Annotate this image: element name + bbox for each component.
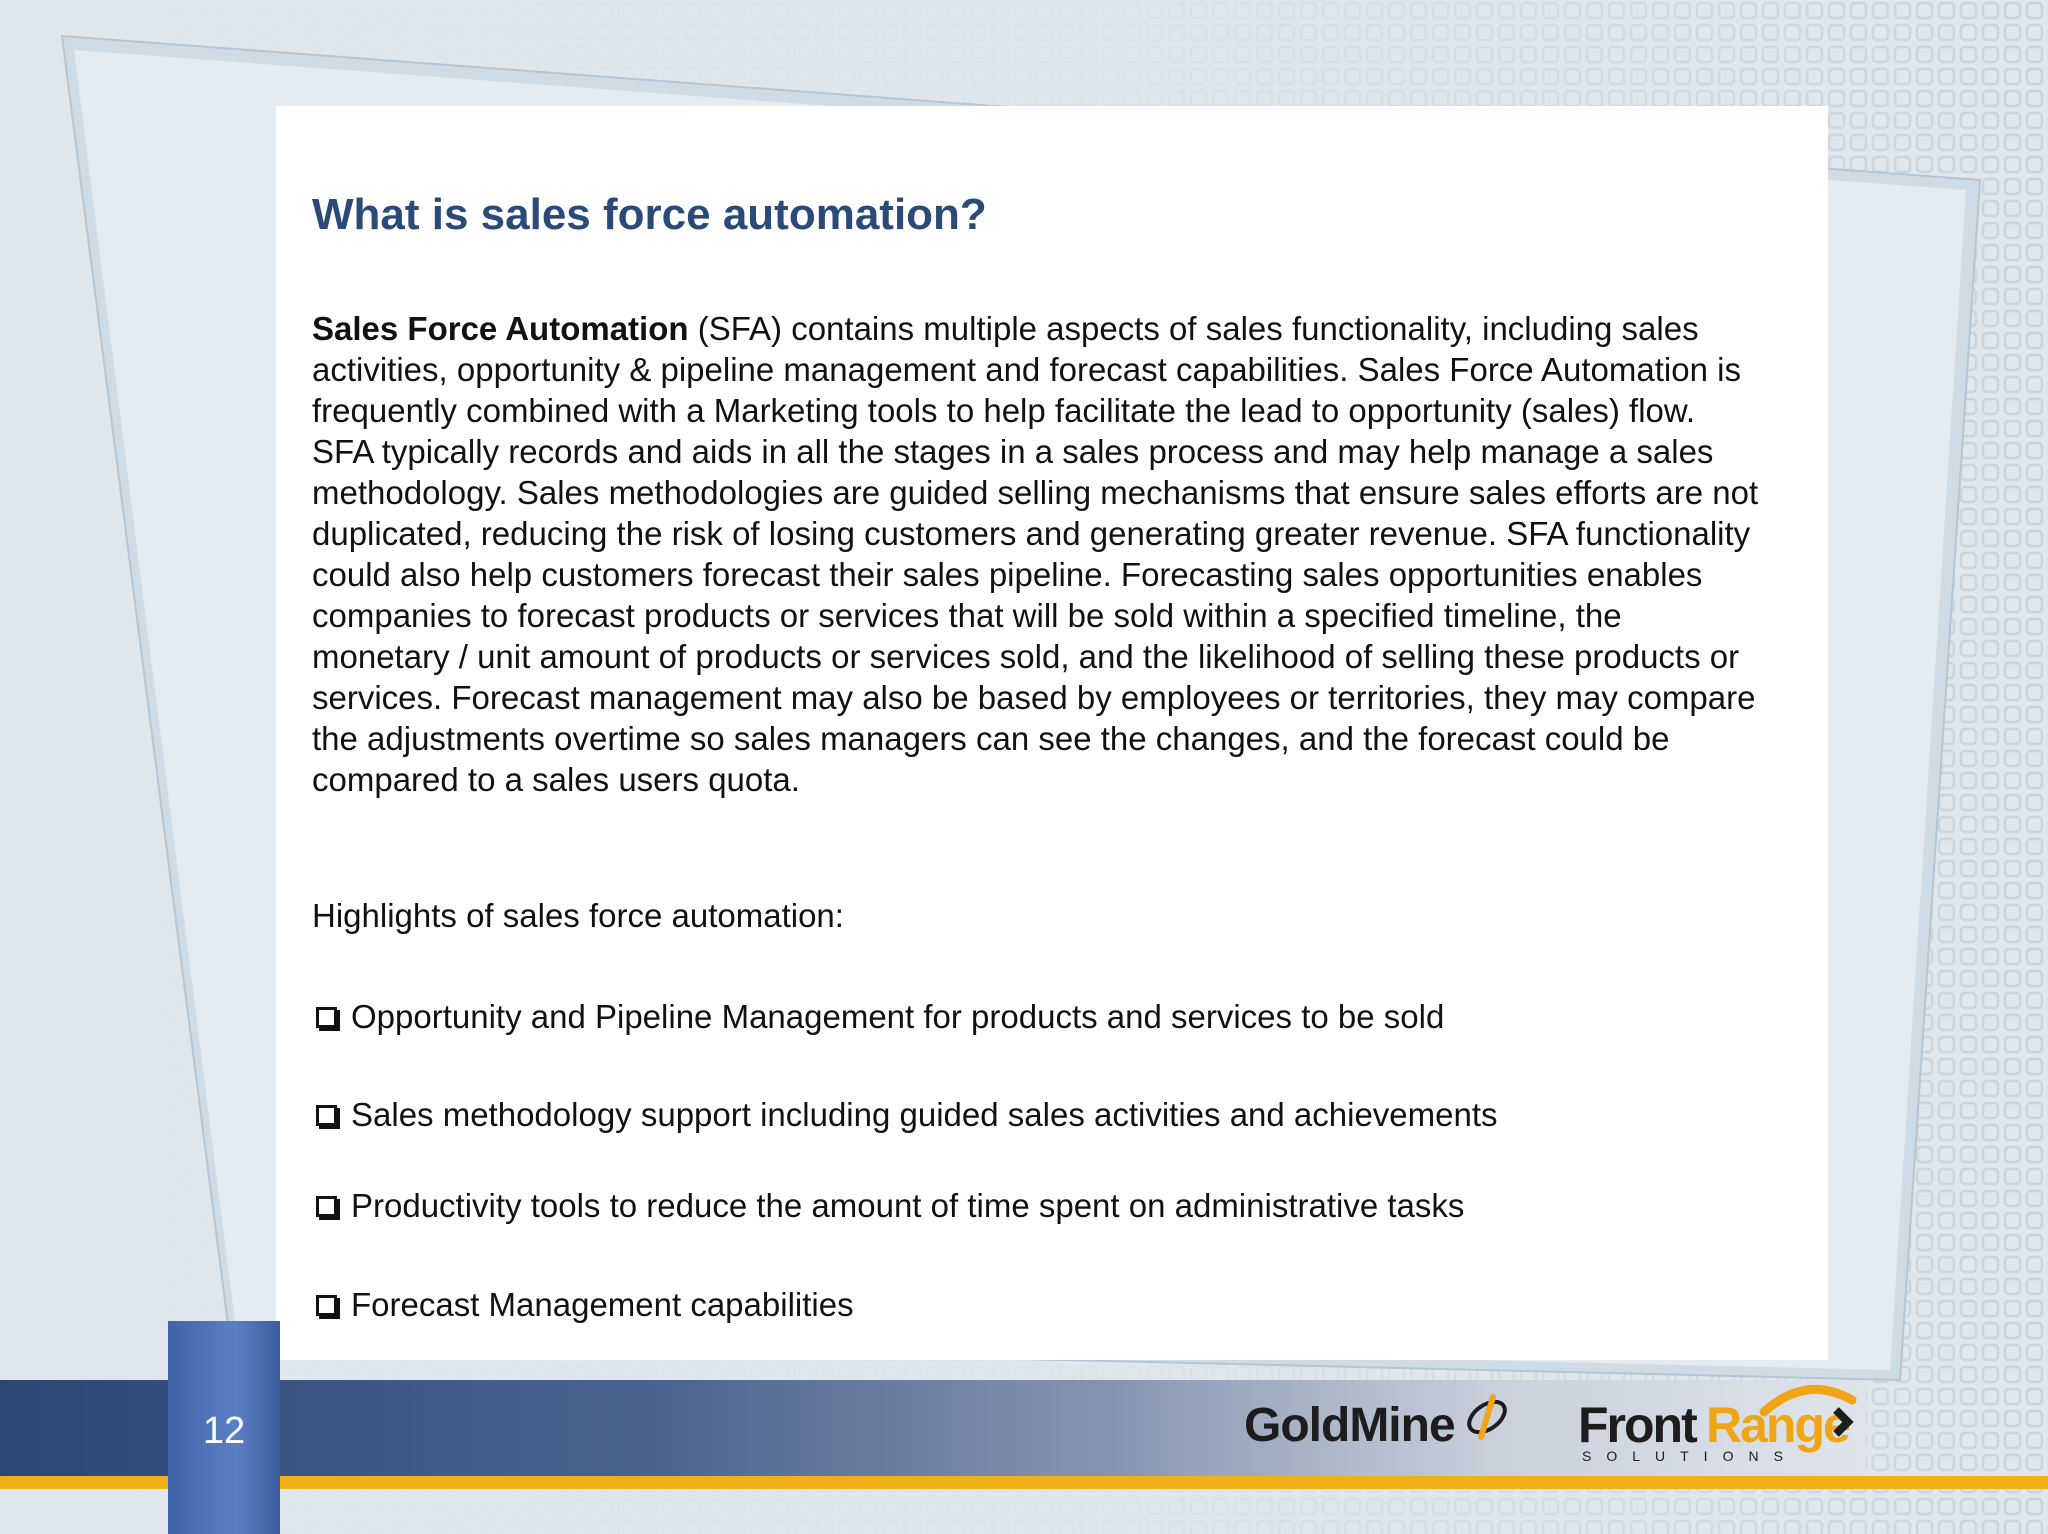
frontrange-arc-icon (1756, 1382, 1866, 1452)
list-item (312, 1096, 1498, 1134)
body-bold-term: Sales Force Automation (312, 310, 689, 347)
bullet-text: Opportunity and Pipeline Management for products and services to be sold (351, 998, 1445, 1035)
page-title: What is sales force automation? (312, 190, 987, 239)
bullet-text: Forecast Management capabilities (351, 1286, 854, 1323)
list-item (312, 1286, 854, 1324)
checkbox-bullet-icon (316, 1105, 337, 1126)
footer-accent-stripe (0, 1476, 2048, 1489)
goldmine-logo (1244, 1398, 1515, 1453)
highlights-heading: Highlights of sales force automation: (312, 897, 844, 934)
frontrange-logo (1578, 1382, 1878, 1472)
goldmine-swirl-icon (1459, 1389, 1515, 1445)
list-item (312, 998, 1444, 1036)
page-number: 12 (202, 1410, 246, 1452)
body-paragraph (312, 308, 1762, 800)
frontrange-logo-front: Front (1578, 1397, 1696, 1453)
goldmine-logo-text: GoldMine (1244, 1399, 1455, 1452)
body-text: (SFA) contains multiple aspects of sales functionality, including sales activities, opportunity & pipeline management and forecast capabilities. Sales Force Automation is frequently combined with a Marketing tools to help facilitate the lead to opportunity (sales) flow. SFA typically records and aids in all the stages in a sales process and may help manage a sales methodology. Sales methodologies are guided selling mechanisms that ensure sales efforts are not duplicated, reducing the risk of losing customers and generating greater revenue. SFA functionality could also help customers forecast their sales pipeline. Forecasting sales opportunities enables companies to forecast products or services that will be sold within a specified timeline, the monetary / unit amount of products or services sold, and the likelihood of selling these products or services. Forecast management may also be based by employees or territories, they may compare the adjustments overtime so sales managers can see the changes, and the forecast could be compared to a sales users quota. (312, 310, 1759, 798)
checkbox-bullet-icon (316, 1295, 337, 1316)
frontrange-logo-range: Range (1706, 1397, 1849, 1453)
bullet-text: Sales methodology support including guided sales activities and achievements (351, 1096, 1498, 1133)
list-item (312, 1187, 1464, 1225)
bullet-text: Productivity tools to reduce the amount of time spent on administrative tasks (351, 1187, 1465, 1224)
checkbox-bullet-icon (316, 1196, 337, 1217)
checkbox-bullet-icon (316, 1007, 337, 1028)
frontrange-logo-solutions: SOLUTIONS (1582, 1448, 1798, 1464)
